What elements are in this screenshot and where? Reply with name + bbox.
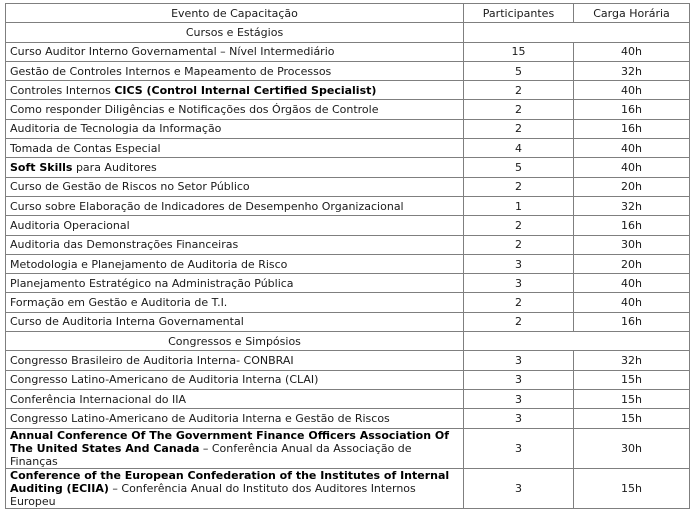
section-title: Cursos e Estágios [6,23,464,42]
carga-horaria-cell: 40h [574,42,690,61]
participantes-cell: 1 [464,196,574,215]
table-row [6,428,690,468]
participantes-cell: 4 [464,139,574,158]
participantes-cell: 2 [464,119,574,138]
table-row [6,61,690,80]
carga-horaria-cell: 40h [574,274,690,293]
carga-horaria-cell: 15h [574,370,690,389]
participantes-cell: 5 [464,61,574,80]
event-name-cell [6,42,464,61]
event-name-text: Planejamento Estratégico na Administração Pública [10,276,294,290]
participantes-cell: 3 [464,274,574,293]
event-name-cell [6,216,464,235]
event-name-suffix: – Conferência Anual da Associação de Finanças [10,441,412,468]
table-row [6,274,690,293]
event-name-text: Como responder Diligências e Notificações dos Órgãos de Controle [10,103,379,117]
carga-horaria-cell: 32h [574,351,690,370]
table-row [6,139,690,158]
header-participantes: Participantes [464,4,574,23]
table-row [6,177,690,196]
table-row [6,409,690,428]
event-name-text: Tomada de Contas Especial [10,141,161,155]
participantes-cell: 2 [464,312,574,331]
event-name-text: Congresso Brasileiro de Auditoria Interna- CONBRAI [10,353,294,367]
event-name-text: Curso de Auditoria Interna Governamental [10,315,244,329]
event-name-cell [6,61,464,80]
participantes-cell: 2 [464,81,574,100]
event-name-cell [6,235,464,254]
table-row [6,100,690,119]
event-name-text: Curso Auditor Interno Governamental – Nível Intermediário [10,45,335,59]
table-row [6,196,690,215]
carga-horaria-cell: 40h [574,139,690,158]
event-name-cell [6,428,464,468]
carga-horaria-cell: 15h [574,409,690,428]
table-row [6,370,690,389]
carga-horaria-cell: 20h [574,254,690,273]
header-carga-horaria: Carga Horária [574,4,690,23]
event-name-cell [6,158,464,177]
carga-horaria-cell: 15h [574,389,690,408]
carga-horaria-cell: 40h [574,293,690,312]
participantes-cell: 3 [464,351,574,370]
participantes-cell: 2 [464,100,574,119]
event-name-suffix: – Conferência Anual do Instituto dos Auditores Internos Europeu [10,481,416,508]
event-name-cell [6,274,464,293]
event-name-cell [6,100,464,119]
carga-horaria-cell: 40h [574,158,690,177]
event-name-cell [6,409,464,428]
event-name-cell [6,293,464,312]
table-row [6,235,690,254]
event-name-cell [6,468,464,508]
carga-horaria-cell: 15h [574,468,690,508]
event-name-bold: Conference of the European Confederation of the Institutes of Internal Auditing (ECIIA) [10,468,450,495]
event-name-cell [6,370,464,389]
event-name-suffix: para Auditores [72,161,157,175]
event-name-cell [6,196,464,215]
event-name-bold: CICS (Control Internal Certified Specialist) [114,83,377,97]
event-name-text: Metodologia e Planejamento de Auditoria de Risco [10,257,288,271]
participantes-cell: 5 [464,158,574,177]
event-name-cell [6,119,464,138]
participantes-cell: 2 [464,216,574,235]
table-row [6,293,690,312]
carga-horaria-cell: 40h [574,81,690,100]
table-row [6,216,690,235]
event-name-cell [6,312,464,331]
carga-horaria-cell: 16h [574,119,690,138]
section-empty-cell [464,23,690,42]
table-row [6,351,690,370]
event-name-cell [6,177,464,196]
event-name-bold: Soft Skills [10,161,73,175]
event-name-cell [6,139,464,158]
section-row [6,332,690,351]
event-name-text: Congresso Latino-Americano de Auditoria Interna (CLAI) [10,373,319,387]
table-row [6,389,690,408]
carga-horaria-cell: 16h [574,216,690,235]
event-name-text: Curso de Gestão de Riscos no Setor Público [10,180,250,194]
carga-horaria-cell: 16h [574,100,690,119]
event-name-text: Curso sobre Elaboração de Indicadores de Desempenho Organizacional [10,199,404,213]
participantes-cell: 3 [464,428,574,468]
event-name-cell [6,254,464,273]
event-name-cell [6,81,464,100]
table-row [6,468,690,508]
event-name-text: Auditoria Operacional [10,218,130,232]
table-row [6,42,690,61]
participantes-cell: 3 [464,409,574,428]
participantes-cell: 3 [464,389,574,408]
event-name-text: Formação em Gestão e Auditoria de T.I. [10,296,228,310]
carga-horaria-cell: 16h [574,312,690,331]
table-row [6,312,690,331]
event-name-text: Gestão de Controles Internos e Mapeamento de Processos [10,64,332,78]
event-name-text: Conferência Internacional do IIA [10,392,187,406]
participantes-cell: 3 [464,468,574,508]
table-row [6,81,690,100]
header-evento: Evento de Capacitação [6,4,464,23]
participantes-cell: 2 [464,235,574,254]
training-events-table [5,3,690,509]
participantes-cell: 2 [464,177,574,196]
carga-horaria-cell: 32h [574,61,690,80]
event-name-cell [6,389,464,408]
header-row [6,4,690,23]
event-name-bold: Annual Conference Of The Government Finance Officers Association Of The United States And Canada [10,428,450,455]
participantes-cell: 2 [464,293,574,312]
event-name-text: Auditoria de Tecnologia da Informação [10,122,222,136]
event-name-text: Congresso Latino-Americano de Auditoria Interna e Gestão de Riscos [10,411,390,425]
table-row [6,119,690,138]
event-name-text: Auditoria das Demonstrações Financeiras [10,238,239,252]
event-name-cell [6,351,464,370]
carga-horaria-cell: 32h [574,196,690,215]
carga-horaria-cell: 30h [574,428,690,468]
carga-horaria-cell: 20h [574,177,690,196]
event-name-text: Controles Internos [10,83,115,97]
participantes-cell: 3 [464,370,574,389]
section-title: Congressos e Simpósios [6,332,464,351]
participantes-cell: 15 [464,42,574,61]
table-row [6,254,690,273]
section-empty-cell [464,332,690,351]
participantes-cell: 3 [464,254,574,273]
table-row [6,158,690,177]
section-row [6,23,690,42]
carga-horaria-cell: 30h [574,235,690,254]
